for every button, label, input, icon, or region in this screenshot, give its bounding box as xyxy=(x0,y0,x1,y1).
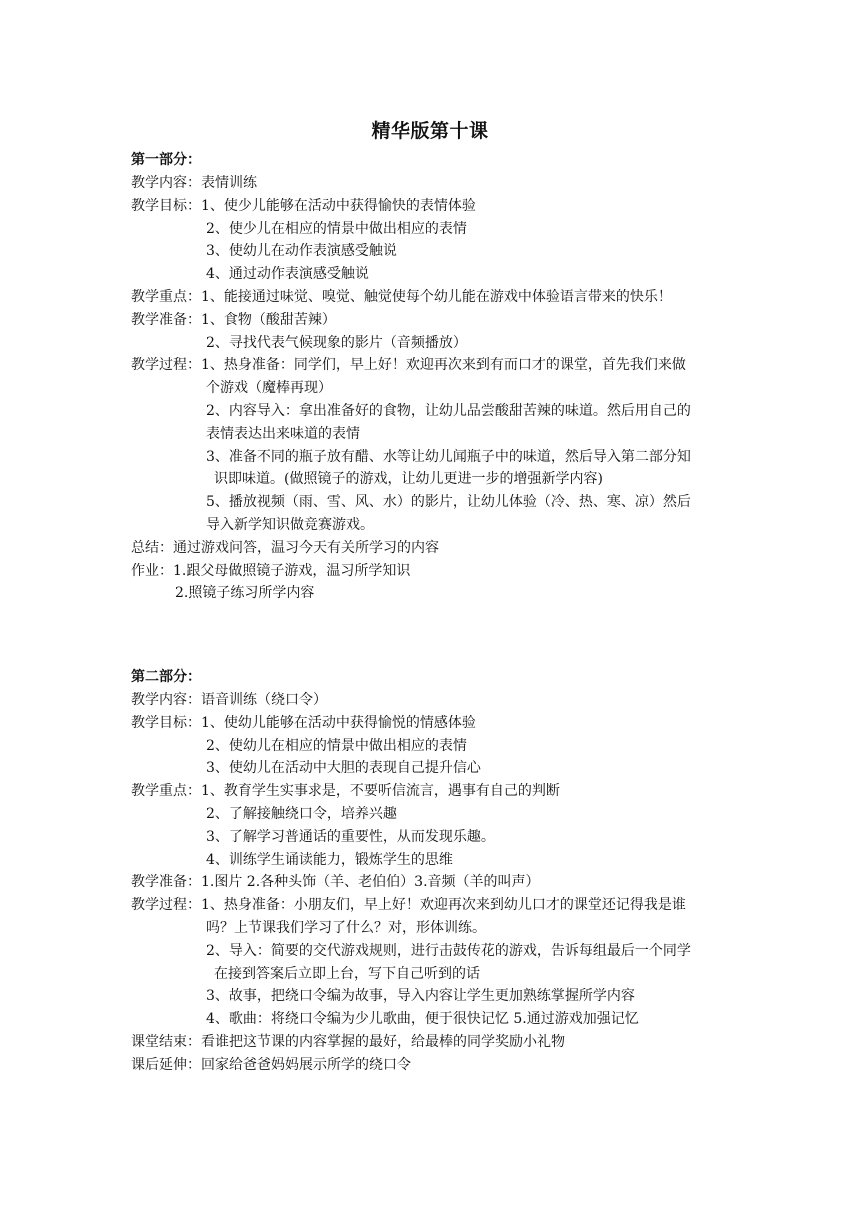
prep-item: 2、寻找代表气候现象的影片（音频播放） xyxy=(206,334,467,351)
process-step: 5、播放视频（雨、雪、风、水）的影片，让幼儿体验（冷、热、寒、凉）然后 xyxy=(206,494,691,511)
key-label: 教学重点： xyxy=(131,783,201,800)
process-step: 4、歌曲：将绕口令编为少儿歌曲，便于很快记忆 5.通过游戏加强记忆 xyxy=(206,1011,639,1028)
process-step-cont: 个游戏（魔棒再现） xyxy=(206,380,332,397)
part-one-content-row xyxy=(131,172,731,195)
key-text: 1、能接通过味觉、嗅觉、触觉使每个幼儿能在游戏中体验语言带来的快乐！ xyxy=(201,288,672,305)
key-item: 3、了解学习普通话的重要性，从而发现乐趣。 xyxy=(206,828,495,845)
part-two-extension-row xyxy=(131,1054,731,1077)
part-one-prep-row xyxy=(131,309,731,332)
prep-text: 1.图片 2.各种头饰（羊、老伯伯）3.音频（羊的叫声） xyxy=(201,874,540,891)
process-label: 教学过程： xyxy=(131,357,201,374)
lesson-title: 精华版第十课 xyxy=(371,120,489,142)
process-step: 3、故事，把绕口令编为故事，导入内容让学生更加熟练掌握所学内容 xyxy=(206,988,635,1005)
key-item: 4、训练学生诵读能力，锻炼学生的思维 xyxy=(206,851,453,868)
goals-label: 教学目标： xyxy=(131,197,201,214)
homework-item: 1.跟父母做照镜子游戏，温习所学知识 xyxy=(173,562,411,579)
part-two-process-row xyxy=(131,894,731,917)
summary-label: 总结： xyxy=(131,539,173,556)
class-end-label: 课堂结束： xyxy=(131,1033,201,1050)
process-step-cont: 在接到答案后立即上台，写下自己听到的话 xyxy=(214,965,480,982)
part-two-heading: 第二部分： xyxy=(131,669,201,685)
process-step: 1、热身准备：小朋友们，早上好！欢迎再次来到幼儿口才的课堂还记得我是谁 xyxy=(201,897,686,914)
class-end-text: 看谁把这节课的内容掌握的最好，给最棒的同学奖励小礼物 xyxy=(201,1033,565,1050)
goals-label: 教学目标： xyxy=(131,714,201,731)
part-one-summary-row xyxy=(131,537,731,560)
goal-item: 4、通过动作表演感受触说 xyxy=(206,266,369,283)
content-text: 表情训练 xyxy=(201,175,257,191)
process-step-cont: 吗？上节课我们学习了什么？对，形体训练。 xyxy=(206,919,486,936)
part-one-heading: 第一部分： xyxy=(131,152,201,168)
goal-item: 2、使少儿在相应的情景中做出相应的表情 xyxy=(206,220,467,237)
process-step: 1、热身准备：同学们，早上好！欢迎再次来到有而口才的课堂，首先我们来做 xyxy=(201,357,686,374)
part-two-key-row xyxy=(131,780,731,803)
homework-label: 作业： xyxy=(131,562,173,579)
key-label: 教学重点： xyxy=(131,288,201,305)
extension-text: 回家给爸爸妈妈展示所学的绕口令 xyxy=(201,1056,411,1073)
prep-item: 1、食物（酸甜苦辣） xyxy=(201,311,336,328)
process-step-cont: 导入新学知识做竞赛游戏。 xyxy=(206,516,374,533)
part-two-prep-row xyxy=(131,871,731,894)
part-one-section xyxy=(131,149,731,605)
key-item: 1、教育学生实事求是，不要听信流言，遇事有自己的判断 xyxy=(201,783,560,800)
content-label: 教学内容： xyxy=(131,175,201,191)
part-one-process-row xyxy=(131,354,731,377)
process-step-cont: 识即味道。(做照镜子的游戏，让幼儿更进一步的增强新学内容) xyxy=(214,471,603,488)
goal-item: 3、使幼儿在活动中大胆的表现自己提升信心 xyxy=(206,760,481,777)
prep-label: 教学准备： xyxy=(131,874,201,891)
process-step: 3、准备不同的瓶子放有醋、水等让幼儿闻瓶子中的味道，然后导入第二部分知 xyxy=(206,448,691,465)
goal-item: 1、使幼儿能够在活动中获得愉悦的情感体验 xyxy=(201,714,476,731)
part-one-goal-row xyxy=(131,195,731,218)
goal-item: 3、使幼儿在动作表演感受触说 xyxy=(206,243,397,260)
process-step: 2、导入：简要的交代游戏规则，进行击鼓传花的游戏，告诉每组最后一个同学 xyxy=(206,942,691,959)
part-one-key-row xyxy=(131,286,731,309)
content-text: 语音训练（绕口令） xyxy=(201,692,327,708)
process-label: 教学过程： xyxy=(131,897,201,914)
process-step: 2、内容导入：拿出准备好的食物，让幼儿品尝酸甜苦辣的味道。然后用自己的 xyxy=(206,402,691,419)
goal-item: 1、使少儿能够在活动中获得愉快的表情体验 xyxy=(201,197,476,214)
part-two-section xyxy=(131,666,731,1077)
content-label: 教学内容： xyxy=(131,692,201,708)
summary-text: 通过游戏问答，温习今天有关所学习的内容 xyxy=(173,539,439,556)
homework-item: 2.照镜子练习所学内容 xyxy=(175,585,315,602)
part-two-content-row xyxy=(131,689,731,712)
part-one-homework-row xyxy=(131,560,731,583)
part-two-goal-row xyxy=(131,712,731,735)
prep-label: 教学准备： xyxy=(131,311,201,328)
goal-item: 2、使幼儿在相应的情景中做出相应的表情 xyxy=(206,737,467,754)
extension-label: 课后延伸： xyxy=(131,1056,201,1073)
part-two-end-row xyxy=(131,1031,731,1054)
key-item: 2、了解接触绕口令，培养兴趣 xyxy=(206,805,397,822)
process-step-cont: 表情表达出来味道的表情 xyxy=(206,425,360,442)
